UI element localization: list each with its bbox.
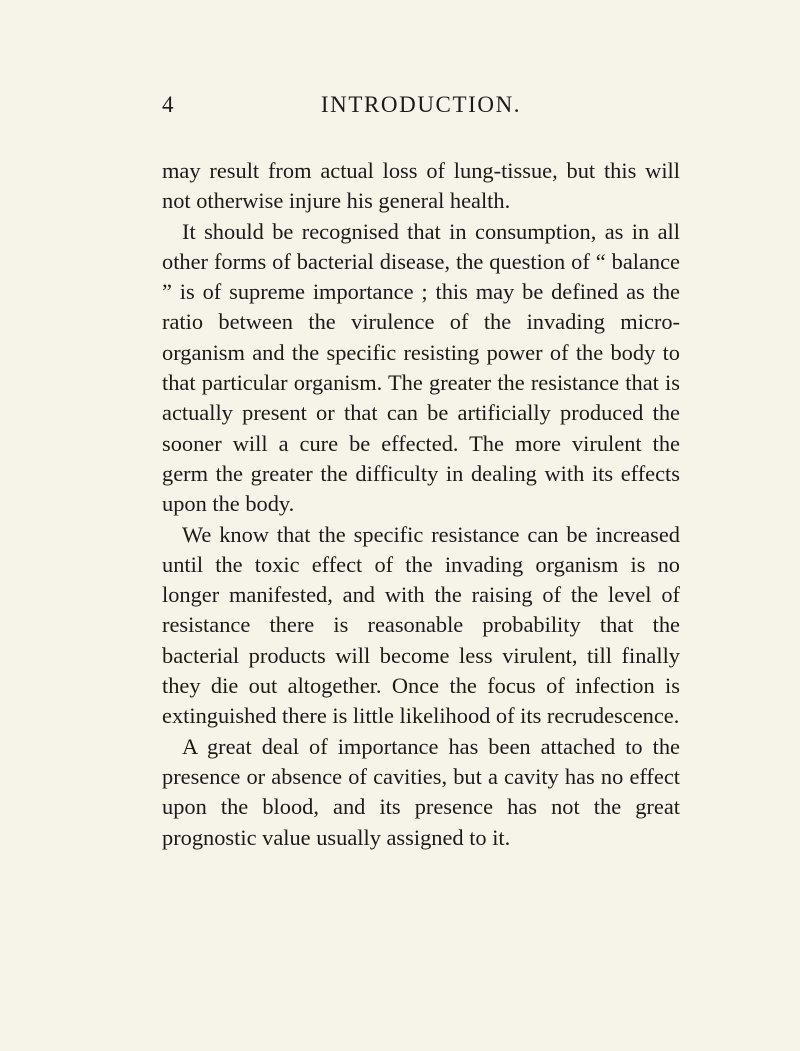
body-text: [162, 156, 680, 853]
page-header: [162, 92, 680, 122]
paragraph-cavities: A great deal of importance has been attached to the presence or absence of cavities, but a cavity has no effect upon the blood, and its presence has not the great prognostic value usually assigned to it.: [162, 733, 680, 850]
paragraph-resistance: We know that the specific resistance can be increased until the toxic effect of the invading organism is no longer manifested, and with the raising of the level of resistance there is reasonable probability that the bacterial products will become less virulent, till finally they die out altogether. Once the focus of infection is extinguished there is little likelihood of its recrudescence.: [162, 521, 680, 729]
page-number: 4: [162, 92, 174, 117]
running-head: INTRODUCTION.: [320, 92, 522, 117]
paragraph-continuation: may result from actual loss of lung-tissue, but this will not otherwise injure his general health.: [162, 158, 680, 214]
paragraph-balance: It should be recognised that in consumption, as in all other forms of bacterial disease, the question of “ balance ” is of supreme importance ; this may be defined as the ratio between the virulence of the invading micro-organism and the specific resisting power of the body to that particular organism. The greater the resistance that is actually present or that can be artificially produced the sooner will a cure be effected. The more virulent the germ the greater the difficulty in dealing with its effects upon the body.: [162, 218, 680, 517]
